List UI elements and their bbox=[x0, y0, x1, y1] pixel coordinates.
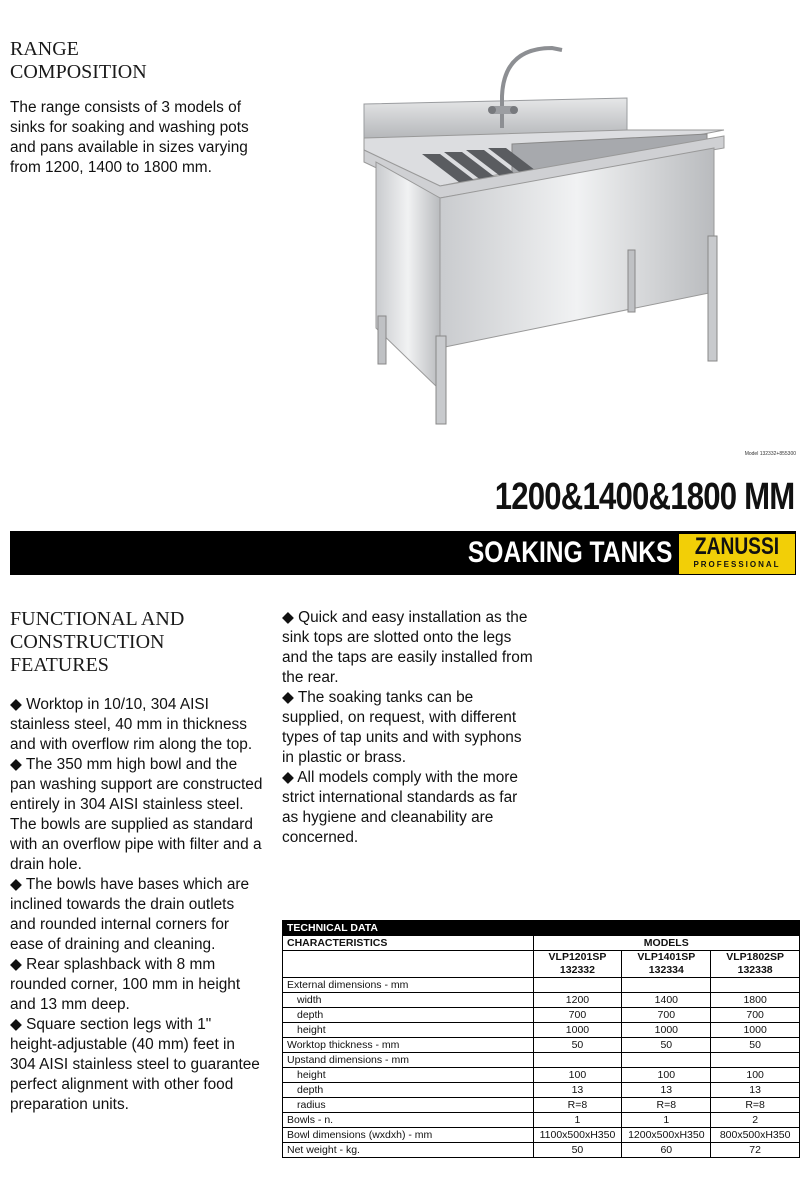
model-name: VLP1201SP bbox=[548, 951, 607, 963]
table-cell: 1000 bbox=[622, 1023, 711, 1038]
table-cell: 13 bbox=[533, 1083, 622, 1098]
range-heading-line: COMPOSITION bbox=[10, 61, 147, 83]
models-label: MODELS bbox=[533, 936, 799, 951]
feature-text-line: and the taps are easily installed from bbox=[282, 649, 533, 666]
table-cell: 1200x500xH350 bbox=[622, 1128, 711, 1143]
feature-text-line: pan washing support are constructed bbox=[10, 776, 263, 793]
size-title: 1200&1400&1800 MM bbox=[494, 476, 794, 518]
model-code: 132332 bbox=[559, 964, 595, 976]
model-header bbox=[622, 951, 711, 978]
row-label: radius bbox=[283, 1098, 534, 1113]
feature-text-line: ◆ The 350 mm high bowl and the bbox=[10, 756, 238, 773]
feature-text-line: rounded corner, 100 mm in height bbox=[10, 976, 241, 993]
row-label: Bowl dimensions (wxdxh) - mm bbox=[283, 1128, 534, 1143]
feature-text-line: perfect alignment with other food bbox=[10, 1076, 234, 1093]
feature-text-line: ◆ Quick and easy installation as the bbox=[282, 609, 528, 626]
row-label: height bbox=[283, 1023, 534, 1038]
table-cell: R=8 bbox=[711, 1098, 800, 1113]
table-cell: 1000 bbox=[533, 1023, 622, 1038]
table-cell: 50 bbox=[622, 1038, 711, 1053]
features-heading bbox=[10, 608, 184, 677]
table-cell: 50 bbox=[711, 1038, 800, 1053]
feature-text-line: ◆ All models comply with the more bbox=[282, 769, 518, 786]
model-name: VLP1802SP bbox=[726, 951, 785, 963]
table-cell: 50 bbox=[533, 1143, 622, 1158]
feature-text-line: inclined towards the drain outlets bbox=[10, 896, 235, 913]
features-column-2 bbox=[282, 608, 533, 848]
row-label: Upstand dimensions - mm bbox=[283, 1053, 534, 1068]
table-row bbox=[283, 1113, 800, 1128]
feature-text-line: ◆ Square section legs with 1" bbox=[10, 1016, 212, 1033]
feature-text-line: ◆ The soaking tanks can be bbox=[282, 689, 474, 706]
table-row bbox=[283, 936, 800, 951]
table-row bbox=[283, 951, 800, 978]
table-row bbox=[283, 1008, 800, 1023]
table-cell: 100 bbox=[622, 1068, 711, 1083]
table-row bbox=[283, 1143, 800, 1158]
table-row bbox=[283, 1068, 800, 1083]
feature-text-line: ◆ The bowls have bases which are bbox=[10, 876, 250, 893]
brand-name: ZANUSSI bbox=[694, 533, 780, 560]
table-row bbox=[283, 1128, 800, 1143]
technical-data-table bbox=[282, 920, 800, 1158]
feature-text-line: entirely in 304 AISI stainless steel. bbox=[10, 796, 244, 813]
product-title: SOAKING TANKS bbox=[467, 536, 672, 569]
features-heading-line: FEATURES bbox=[10, 654, 109, 676]
table-cell: 1800 bbox=[711, 993, 800, 1008]
table-cell: 800x500xH350 bbox=[711, 1128, 800, 1143]
feature-text-line: as hygiene and cleanability are bbox=[282, 809, 494, 826]
table-cell: 1100x500xH350 bbox=[533, 1128, 622, 1143]
photo-caption: Model 132332+855300 bbox=[744, 451, 796, 457]
table-row bbox=[283, 993, 800, 1008]
table-cell: 2 bbox=[711, 1113, 800, 1128]
feature-text-line: the rear. bbox=[282, 669, 339, 686]
model-header bbox=[533, 951, 622, 978]
feature-text-line: ◆ Worktop in 10/10, 304 AISI bbox=[10, 696, 209, 713]
table-cell bbox=[622, 978, 711, 993]
text-line: The range consists of 3 models of bbox=[10, 99, 241, 116]
feature-text-line: and rounded internal corners for bbox=[10, 916, 230, 933]
text-line: sinks for soaking and washing pots bbox=[10, 119, 249, 136]
table-cell bbox=[711, 1053, 800, 1068]
table-cell: 700 bbox=[622, 1008, 711, 1023]
table-cell bbox=[711, 978, 800, 993]
table-cell bbox=[283, 951, 534, 978]
features-heading-line: FUNCTIONAL AND bbox=[10, 608, 185, 630]
table-row bbox=[283, 1098, 800, 1113]
table-cell: R=8 bbox=[533, 1098, 622, 1113]
text-line: from 1200, 1400 to 1800 mm. bbox=[10, 159, 212, 176]
features-heading-line: CONSTRUCTION bbox=[10, 631, 165, 653]
feature-text-line: ease of draining and cleaning. bbox=[10, 936, 216, 953]
feature-text-line: types of tap units and with syphons bbox=[282, 729, 522, 746]
row-label: Bowls - n. bbox=[283, 1113, 534, 1128]
table-cell: 50 bbox=[533, 1038, 622, 1053]
table-row bbox=[283, 1038, 800, 1053]
range-heading-line: RANGE bbox=[10, 38, 79, 60]
table-cell: 13 bbox=[622, 1083, 711, 1098]
table-cell: 60 bbox=[622, 1143, 711, 1158]
model-code: 132338 bbox=[737, 964, 773, 976]
brand-subtitle: PROFESSIONAL bbox=[693, 560, 781, 569]
range-description bbox=[10, 98, 249, 178]
feature-text-line: concerned. bbox=[282, 829, 359, 846]
table-cell: 100 bbox=[533, 1068, 622, 1083]
soaking-tank-photo bbox=[352, 36, 802, 456]
feature-text-line: sink tops are slotted onto the legs bbox=[282, 629, 512, 646]
table-cell: 1 bbox=[533, 1113, 622, 1128]
feature-text-line: height-adjustable (40 mm) feet in bbox=[10, 1036, 235, 1053]
feature-text-line: The bowls are supplied as standard bbox=[10, 816, 253, 833]
table-row bbox=[283, 1023, 800, 1038]
row-label: Worktop thickness - mm bbox=[283, 1038, 534, 1053]
model-header bbox=[711, 951, 800, 978]
table-title: TECHNICAL DATA bbox=[283, 921, 800, 936]
table-cell bbox=[622, 1053, 711, 1068]
table-cell: 1 bbox=[622, 1113, 711, 1128]
table-row bbox=[283, 978, 800, 993]
table-cell: 700 bbox=[711, 1008, 800, 1023]
row-label: Net weight - kg. bbox=[283, 1143, 534, 1158]
row-label: External dimensions - mm bbox=[283, 978, 534, 993]
table-cell: 1400 bbox=[622, 993, 711, 1008]
characteristics-label: CHARACTERISTICS bbox=[283, 936, 534, 951]
features-column-1 bbox=[10, 695, 262, 1115]
row-label: height bbox=[283, 1068, 534, 1083]
table-cell bbox=[533, 978, 622, 993]
feature-text-line: strict international standards as far bbox=[282, 789, 518, 806]
table-cell: 72 bbox=[711, 1143, 800, 1158]
text-line: and pans available in sizes varying bbox=[10, 139, 248, 156]
table-cell bbox=[533, 1053, 622, 1068]
row-label: depth bbox=[283, 1008, 534, 1023]
table-cell: 1200 bbox=[533, 993, 622, 1008]
feature-text-line: preparation units. bbox=[10, 1096, 129, 1113]
zanussi-logo bbox=[679, 534, 795, 574]
table-row bbox=[283, 1053, 800, 1068]
table-cell: R=8 bbox=[622, 1098, 711, 1113]
row-label: depth bbox=[283, 1083, 534, 1098]
feature-text-line: and with overflow rim along the top. bbox=[10, 736, 253, 753]
table-cell: 13 bbox=[711, 1083, 800, 1098]
feature-text-line: drain hole. bbox=[10, 856, 82, 873]
table-row bbox=[283, 1083, 800, 1098]
table-header-row bbox=[283, 921, 800, 936]
table-cell: 100 bbox=[711, 1068, 800, 1083]
feature-text-line: supplied, on request, with different bbox=[282, 709, 517, 726]
feature-text-line: stainless steel, 40 mm in thickness bbox=[10, 716, 247, 733]
table-cell: 1000 bbox=[711, 1023, 800, 1038]
table-cell: 700 bbox=[533, 1008, 622, 1023]
model-code: 132334 bbox=[648, 964, 684, 976]
feature-text-line: 304 AISI stainless steel to guarantee bbox=[10, 1056, 260, 1073]
feature-text-line: in plastic or brass. bbox=[282, 749, 407, 766]
row-label: width bbox=[283, 993, 534, 1008]
feature-text-line: and 13 mm deep. bbox=[10, 996, 130, 1013]
feature-text-line: ◆ Rear splashback with 8 mm bbox=[10, 956, 216, 973]
range-heading bbox=[10, 38, 147, 84]
model-name: VLP1401SP bbox=[637, 951, 696, 963]
feature-text-line: with an overflow pipe with filter and a bbox=[10, 836, 262, 853]
